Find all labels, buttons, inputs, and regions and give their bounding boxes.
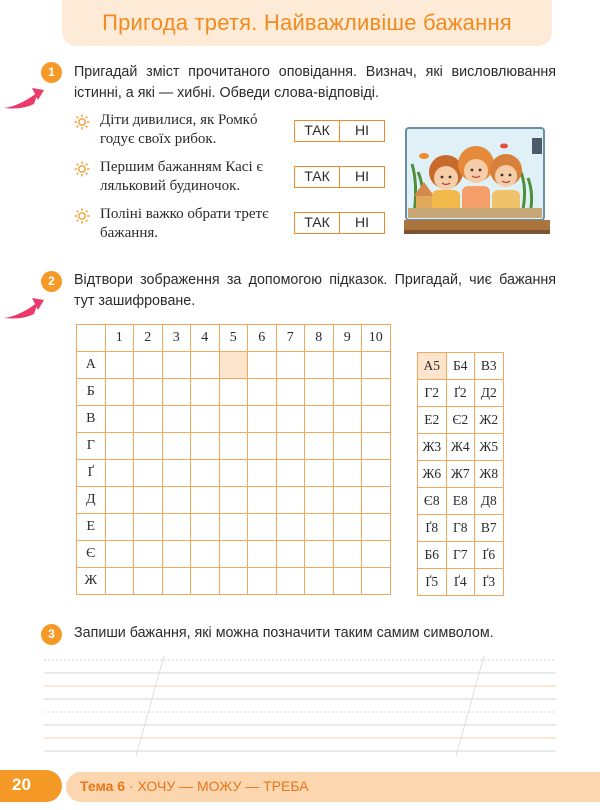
code-cell: А5 (418, 353, 447, 380)
grid-cell[interactable] (134, 460, 163, 487)
grid-cell[interactable] (105, 460, 134, 487)
grid-cell[interactable] (134, 352, 163, 379)
theme-separator: · (128, 778, 134, 794)
code-cell: Ґ6 (475, 542, 504, 569)
task-number-2: 2 (41, 271, 62, 292)
grid-cell[interactable] (276, 379, 305, 406)
answer-no-1[interactable]: НІ (355, 122, 369, 138)
grid-cell[interactable] (219, 379, 248, 406)
col-header: 3 (162, 325, 191, 352)
sun-bullet-icon (74, 114, 90, 130)
code-cell: В7 (475, 515, 504, 542)
task-1-text: Пригадай зміст прочитаного оповідання. Визнач, які висловлювання істинні, а які — хибні. Обведи слова-відповіді. (74, 64, 556, 101)
col-header: 5 (219, 325, 248, 352)
grid-cell[interactable] (219, 514, 248, 541)
answer-no-2[interactable]: НІ (355, 168, 369, 184)
grid-cell[interactable] (162, 541, 191, 568)
row-header: Є (77, 541, 106, 568)
grid-cell[interactable] (276, 352, 305, 379)
statement-text: Діти дивилися, як Ромкó годує своїх рибок. (100, 112, 258, 147)
answer-yes-3[interactable]: ТАК (295, 213, 340, 233)
grid-cell[interactable] (248, 379, 277, 406)
grid-cell[interactable] (305, 487, 334, 514)
grid-cell[interactable] (362, 514, 391, 541)
grid-cell[interactable] (134, 433, 163, 460)
grid-cell[interactable] (162, 487, 191, 514)
code-cell: В3 (475, 353, 504, 380)
grid-cell[interactable] (333, 487, 362, 514)
code-cell: Ґ4 (446, 569, 475, 596)
code-cell: Г8 (446, 515, 475, 542)
code-cell: Б6 (418, 542, 447, 569)
grid-cell[interactable] (248, 541, 277, 568)
grid-cell[interactable] (305, 352, 334, 379)
grid-cell[interactable] (134, 568, 163, 595)
grid-cell[interactable] (333, 352, 362, 379)
statement-text: Поліні важко обрати третє бажання. (100, 206, 269, 241)
code-cell: Ж4 (446, 434, 475, 461)
task-2-text: Відтвори зображення за допомогою підказок. Пригадай, чиє бажання тут зашифроване. (74, 272, 556, 309)
code-cell: Г2 (418, 380, 447, 407)
grid-cell[interactable] (276, 406, 305, 433)
grid-cell[interactable] (162, 379, 191, 406)
answer-box-3 (294, 212, 385, 234)
col-header: 9 (333, 325, 362, 352)
grid-cell[interactable] (219, 487, 248, 514)
grid-cell[interactable] (105, 379, 134, 406)
row-header: Д (77, 487, 106, 514)
grid-cell[interactable] (105, 514, 134, 541)
grid-cell[interactable] (191, 406, 220, 433)
grid-cell[interactable] (162, 406, 191, 433)
code-cell: Ж7 (446, 461, 475, 488)
code-cell: Ж8 (475, 461, 504, 488)
grid-cell[interactable] (162, 352, 191, 379)
grid-cell[interactable] (219, 541, 248, 568)
col-header: 2 (134, 325, 163, 352)
grid-cell[interactable] (162, 460, 191, 487)
answer-box-2 (294, 166, 385, 188)
grid-cell[interactable] (105, 568, 134, 595)
pointer-arrow-icon (2, 294, 46, 322)
grid-cell[interactable] (305, 379, 334, 406)
col-header: 6 (248, 325, 277, 352)
writing-lines[interactable] (44, 656, 556, 756)
grid-cell[interactable] (191, 352, 220, 379)
hint-codes-table (417, 352, 504, 596)
grid-cell[interactable] (191, 487, 220, 514)
footer-theme (80, 778, 309, 794)
row-header: Е (77, 514, 106, 541)
code-cell: Ж5 (475, 434, 504, 461)
grid-cell[interactable] (333, 433, 362, 460)
pointer-arrow-icon (2, 84, 46, 112)
grid-cell[interactable] (105, 541, 134, 568)
code-cell: Є8 (418, 488, 447, 515)
grid-cell[interactable] (105, 352, 134, 379)
grid-cell[interactable] (248, 487, 277, 514)
grid-cell[interactable] (305, 541, 334, 568)
grid-cell[interactable] (248, 568, 277, 595)
theme-title: ХОЧУ — МОЖУ — ТРЕБА (137, 778, 309, 794)
grid-cell[interactable] (362, 433, 391, 460)
grid-cell[interactable] (134, 514, 163, 541)
grid-cell[interactable] (105, 433, 134, 460)
grid-cell[interactable] (191, 568, 220, 595)
page-number: 20 (12, 775, 31, 794)
grid-cell[interactable] (248, 460, 277, 487)
code-cell: Є2 (446, 407, 475, 434)
grid-cell[interactable] (362, 406, 391, 433)
col-header: 7 (276, 325, 305, 352)
code-cell: Ж2 (475, 407, 504, 434)
grid-cell[interactable] (362, 541, 391, 568)
grid-cell[interactable] (219, 568, 248, 595)
statement-text: Першим бажанням Касі є ляльковий будиночок. (100, 159, 263, 194)
grid-cell[interactable] (333, 460, 362, 487)
grid-cell[interactable] (248, 352, 277, 379)
answer-no-3[interactable]: НІ (355, 214, 369, 230)
code-cell: Г7 (446, 542, 475, 569)
footer-page-tab (0, 770, 62, 802)
grid-cell[interactable] (134, 406, 163, 433)
grid-cell[interactable] (248, 406, 277, 433)
grid-cell[interactable] (162, 568, 191, 595)
grid-corner (77, 325, 106, 352)
theme-label: Тема 6 (80, 778, 126, 794)
grid-cell[interactable] (362, 568, 391, 595)
page-title: Пригода третя. Найважливіше бажання (102, 10, 512, 35)
row-header: А (77, 352, 106, 379)
col-header: 10 (362, 325, 391, 352)
grid-cell[interactable] (162, 514, 191, 541)
coordinate-grid (76, 324, 391, 595)
aquarium-girls-illustration (404, 124, 552, 242)
grid-cell[interactable] (333, 406, 362, 433)
row-header: Б (77, 379, 106, 406)
grid-cell[interactable] (191, 379, 220, 406)
code-cell: Ж3 (418, 434, 447, 461)
grid-cell[interactable] (219, 433, 248, 460)
code-cell: Ґ2 (446, 380, 475, 407)
grid-cell[interactable] (276, 568, 305, 595)
grid-cell[interactable] (276, 460, 305, 487)
col-header: 1 (105, 325, 134, 352)
col-header: 8 (305, 325, 334, 352)
code-cell: Б4 (446, 353, 475, 380)
grid-cell[interactable] (276, 487, 305, 514)
sun-bullet-icon (74, 161, 90, 177)
grid-cell[interactable] (105, 406, 134, 433)
grid-cell[interactable] (333, 541, 362, 568)
answer-box-1 (294, 120, 385, 142)
row-header: В (77, 406, 106, 433)
grid-cell[interactable] (134, 487, 163, 514)
grid-cell[interactable] (305, 460, 334, 487)
grid-cell[interactable] (276, 514, 305, 541)
code-cell: Е8 (446, 488, 475, 515)
grid-cell[interactable] (305, 406, 334, 433)
grid-cell[interactable] (219, 460, 248, 487)
sun-bullet-icon (74, 208, 90, 224)
grid-cell[interactable] (162, 433, 191, 460)
grid-cell[interactable] (191, 460, 220, 487)
grid-cell[interactable] (191, 433, 220, 460)
grid-cell[interactable] (105, 487, 134, 514)
grid-cell[interactable] (362, 460, 391, 487)
task-number-3: 3 (41, 624, 62, 645)
row-header: Ґ (77, 460, 106, 487)
code-cell: Д2 (475, 380, 504, 407)
task-number-1: 1 (41, 62, 62, 83)
grid-cell[interactable] (362, 379, 391, 406)
grid-cell[interactable] (134, 541, 163, 568)
grid-cell[interactable] (276, 433, 305, 460)
grid-cell[interactable] (362, 352, 391, 379)
grid-cell[interactable] (305, 433, 334, 460)
grid-cell[interactable] (305, 568, 334, 595)
grid-cell[interactable] (248, 514, 277, 541)
answer-yes-2[interactable]: ТАК (295, 167, 340, 187)
grid-cell[interactable] (134, 379, 163, 406)
grid-cell[interactable] (191, 541, 220, 568)
code-cell: Ґ5 (418, 569, 447, 596)
code-cell: Ґ8 (418, 515, 447, 542)
task-3-text: Запиши бажання, які можна позначити таким самим символом. (74, 625, 494, 641)
grid-cell[interactable] (219, 352, 248, 379)
grid-cell[interactable] (362, 487, 391, 514)
grid-cell[interactable] (219, 406, 248, 433)
row-header: Г (77, 433, 106, 460)
grid-cell[interactable] (276, 541, 305, 568)
code-cell: Ґ3 (475, 569, 504, 596)
answer-yes-1[interactable]: ТАК (295, 121, 340, 141)
row-header: Ж (77, 568, 106, 595)
grid-cell[interactable] (305, 514, 334, 541)
code-cell: Е2 (418, 407, 447, 434)
grid-cell[interactable] (333, 568, 362, 595)
grid-cell[interactable] (248, 433, 277, 460)
col-header: 4 (191, 325, 220, 352)
grid-cell[interactable] (191, 514, 220, 541)
code-cell: Ж6 (418, 461, 447, 488)
code-cell: Д8 (475, 488, 504, 515)
grid-cell[interactable] (333, 379, 362, 406)
grid-cell[interactable] (333, 514, 362, 541)
